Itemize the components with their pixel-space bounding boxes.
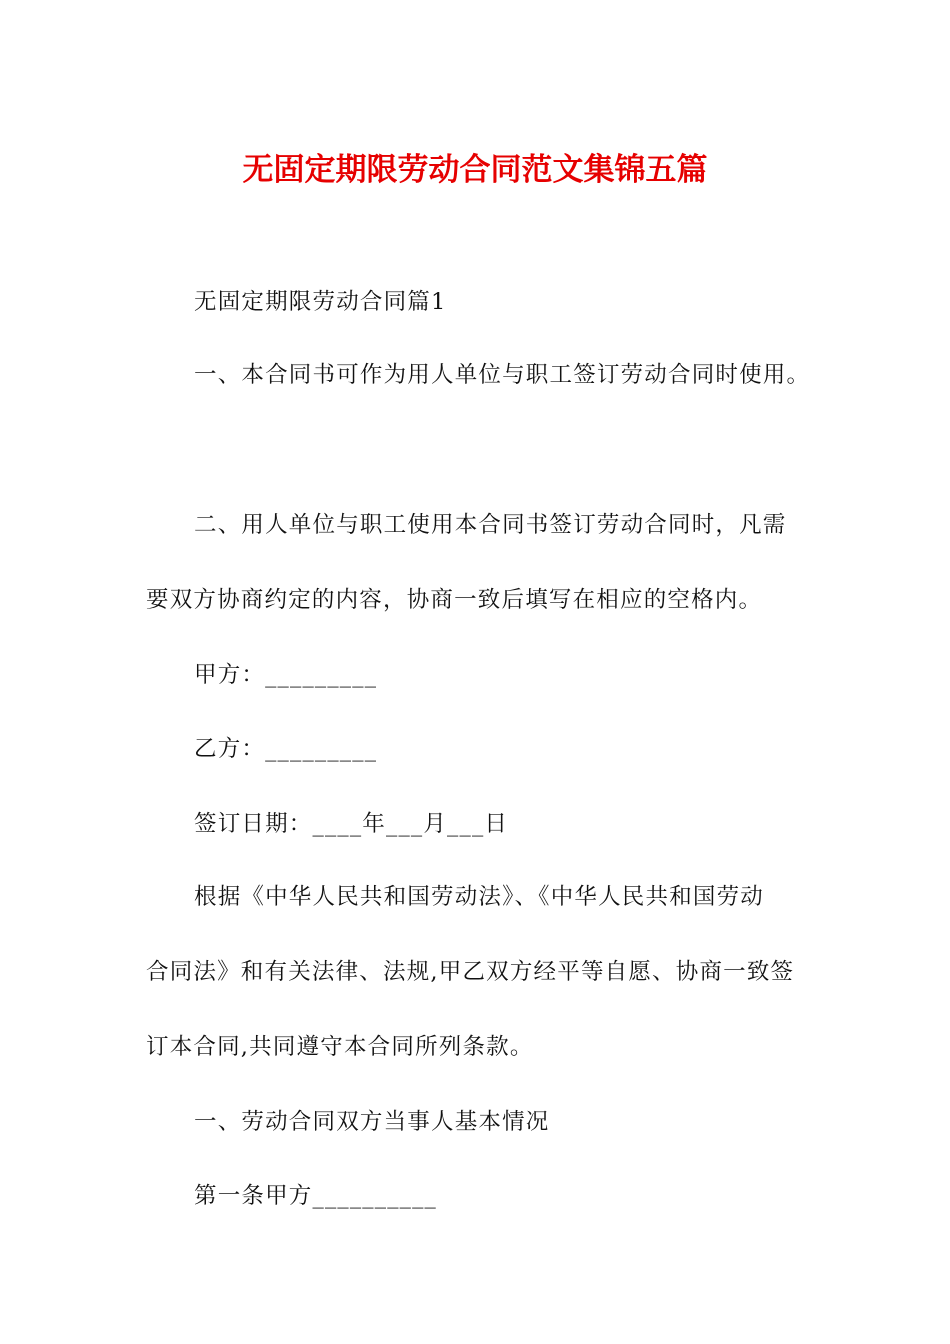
paragraph-line: 二、用人单位与职工使用本合同书签订劳动合同时，凡需: [194, 512, 787, 538]
paragraph-line: 合同法》和有关法律、法规,甲乙双方经平等自愿、协商一致签: [146, 959, 795, 985]
paragraph-line: 一、本合同书可作为用人单位与职工签订劳动合同时使用。: [194, 362, 811, 388]
paragraph-line: 要双方协商约定的内容，协商一致后填写在相应的空格内。: [146, 587, 763, 613]
section-heading: 一、劳动合同双方当事人基本情况: [194, 1109, 550, 1135]
signing-date-field: 签订日期：____年___月___日: [194, 811, 509, 837]
party-a-field: 甲方：_________: [194, 662, 378, 688]
section-heading: 无固定期限劳动合同篇1: [194, 289, 447, 315]
document-title: 无固定期限劳动合同范文集锦五篇: [242, 152, 708, 188]
party-b-field: 乙方：_________: [194, 736, 378, 762]
article-line: 第一条甲方__________: [194, 1183, 438, 1209]
paragraph-line: 根据《中华人民共和国劳动法》、《中华人民共和国劳动: [194, 884, 765, 910]
paragraph-line: 订本合同,共同遵守本合同所列条款。: [146, 1034, 534, 1060]
